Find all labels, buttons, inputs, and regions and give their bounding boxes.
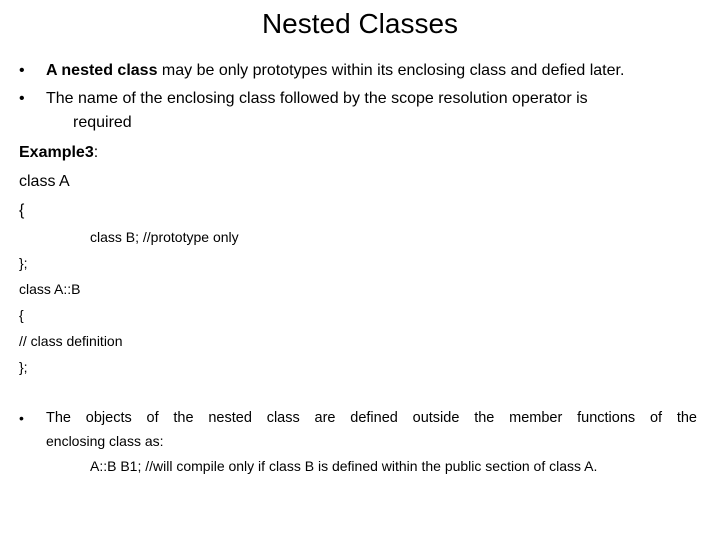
- slide-title: Nested Classes: [261, 8, 459, 39]
- code-line: class A::B: [19, 281, 81, 297]
- bullet-1-text: may be only prototypes within its enclosing class and defied later.: [157, 62, 625, 79]
- code-line: };: [19, 359, 28, 375]
- bullet-3-line-1: The objects of the nested class are defined outside the member functions of the: [46, 410, 697, 426]
- bullet-2-line-2: required: [73, 114, 132, 131]
- bullet-2-line-1: The name of the enclosing class followed by the scope resolution operator is: [46, 90, 588, 107]
- code-line: {: [19, 307, 24, 323]
- bullet-dot: •: [19, 410, 24, 426]
- bullet-dot: •: [19, 90, 25, 107]
- bullet-1: [46, 61, 624, 81]
- bullet-3-line-2: enclosing class as:: [46, 433, 164, 449]
- example-heading-colon: :: [93, 144, 99, 161]
- example-heading-label: Example3: [19, 144, 94, 161]
- code-line: class A: [19, 173, 70, 190]
- bullet-3-line-3: A::B B1; //will compile only if class B is defined within the public section of class A.: [90, 458, 598, 474]
- example-heading: [19, 143, 98, 163]
- code-line: {: [19, 202, 25, 219]
- code-line: };: [19, 255, 28, 271]
- bullet-dot: •: [19, 62, 25, 79]
- code-line: // class definition: [19, 333, 123, 349]
- bullet-1-bold-term: A nested class: [46, 62, 158, 79]
- code-line: class B; //prototype only: [90, 229, 239, 245]
